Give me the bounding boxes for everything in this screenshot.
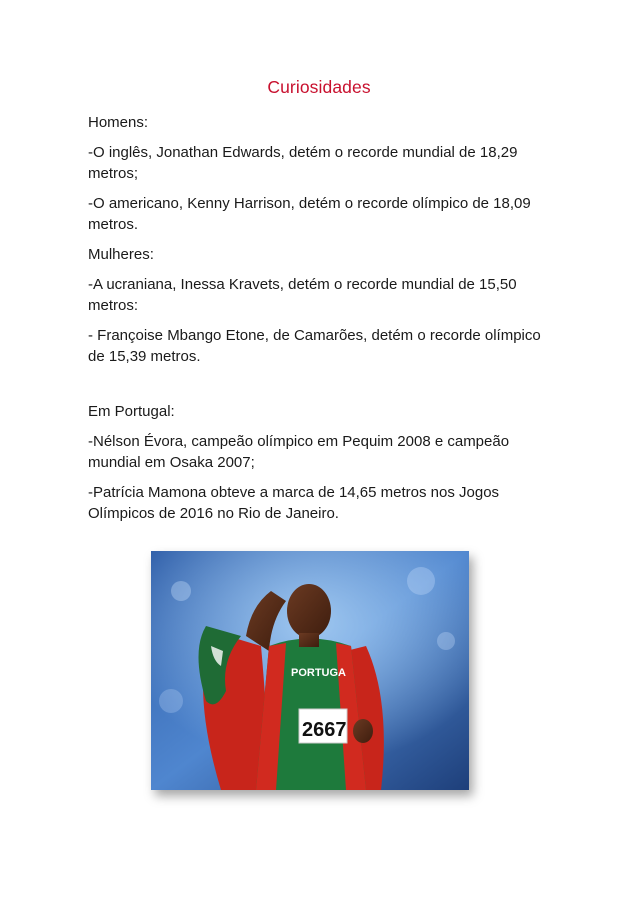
blank-line xyxy=(88,376,558,401)
jersey-text: PORTUGA xyxy=(291,667,346,679)
section-heading-men: Homens: xyxy=(88,114,149,131)
paragraph: - Françoise Mbango Etone, de Camarões, detém o recorde olímpico de 15,39 metros. xyxy=(88,327,541,365)
section-heading-women: Mulheres: xyxy=(88,246,154,263)
paragraph: -Patrícia Mamona obteve a marca de 14,65 metros nos Jogos Olímpicos de 2016 no Rio de Janeiro. xyxy=(88,484,500,522)
paragraph: -O inglês, Jonathan Edwards, detém o recorde mundial de 18,29 metros; xyxy=(88,144,518,182)
section-heading-portugal: Em Portugal: xyxy=(88,403,175,420)
page-title: Curiosidades xyxy=(267,77,371,97)
athlete-photo xyxy=(151,551,469,790)
paragraph: -Nélson Évora, campeão olímpico em Pequim 2008 e campeão mundial em Osaka 2007; xyxy=(88,433,510,471)
bib-number: 2667 xyxy=(302,719,347,741)
paragraph: -A ucraniana, Inessa Kravets, detém o recorde mundial de 15,50 metros: xyxy=(88,276,517,314)
document-body xyxy=(88,112,558,533)
paragraph: -O americano, Kenny Harrison, detém o recorde olímpico de 18,09 metros. xyxy=(88,195,531,233)
